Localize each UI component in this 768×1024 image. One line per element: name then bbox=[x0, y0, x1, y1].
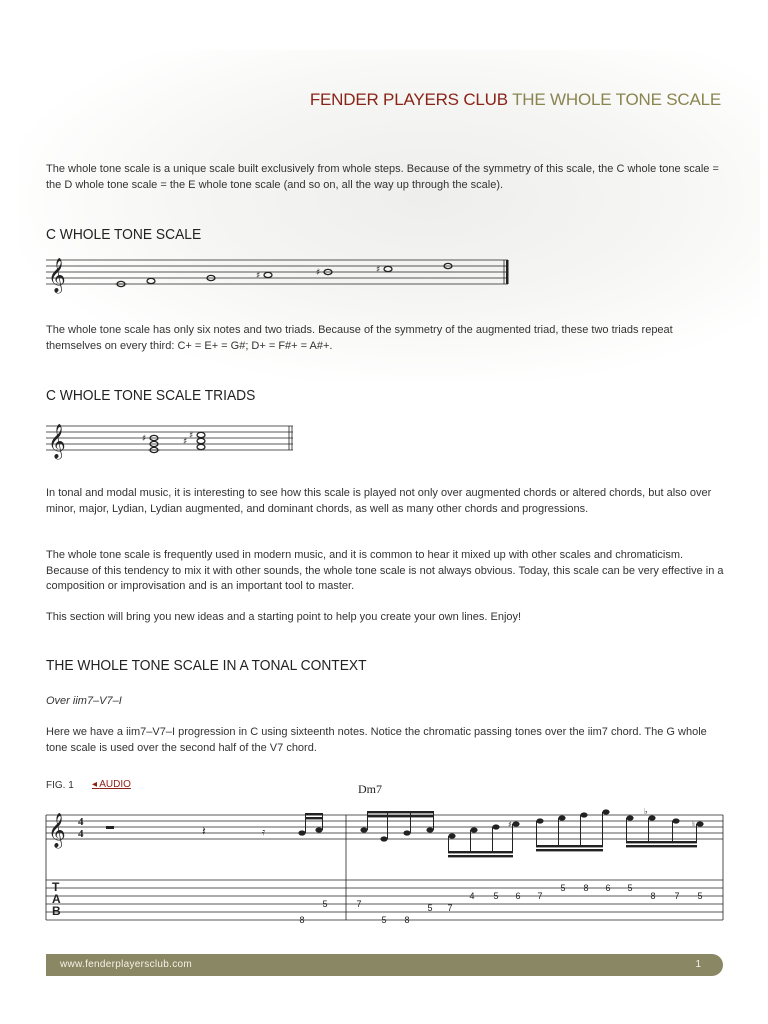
svg-text:5: 5 bbox=[427, 903, 433, 913]
triad-2-note bbox=[197, 432, 205, 437]
svg-text:𝄿: 𝄿 bbox=[262, 827, 266, 838]
chord-symbol: Dm7 bbox=[358, 782, 382, 796]
svg-text:4: 4 bbox=[78, 816, 84, 828]
svg-text:7: 7 bbox=[674, 891, 680, 901]
rests bbox=[106, 824, 265, 838]
treble-clef-icon: 𝄞 bbox=[48, 424, 66, 459]
svg-text:𝄽: 𝄽 bbox=[202, 824, 206, 838]
tab-clef bbox=[52, 880, 61, 918]
svg-text:5: 5 bbox=[322, 899, 328, 909]
page-number: 1 bbox=[695, 959, 701, 970]
triads-staff bbox=[46, 424, 296, 458]
svg-text:8: 8 bbox=[650, 891, 656, 901]
note bbox=[315, 827, 322, 832]
svg-text:5: 5 bbox=[493, 891, 499, 901]
svg-text:♭: ♭ bbox=[644, 807, 648, 816]
svg-text:♯: ♯ bbox=[316, 268, 321, 278]
svg-text:8: 8 bbox=[583, 883, 589, 893]
speaker-icon: ◂ bbox=[92, 779, 100, 790]
paragraph-3: In tonal and modal music, it is interesting to see how this scale is played not only over augmented chords or altered chords, but also over minor, major, Lydian, Lydian augmented, and dominant chords, as well as many other chords and progressions. bbox=[46, 487, 712, 515]
note bbox=[298, 830, 305, 835]
svg-text:♯: ♯ bbox=[189, 431, 194, 441]
svg-text:♯: ♯ bbox=[142, 434, 147, 444]
audio-link[interactable] bbox=[92, 779, 131, 790]
section-heading-triads: C WHOLE TONE SCALE TRIADS bbox=[46, 387, 256, 404]
paragraph-2: The whole tone scale has only six notes and two triads. Because of the symmetry of the augmented triad, these two triads repeat themselves on every third: C+ = E+ = G#; D+ = F#+ = A#+. bbox=[46, 324, 673, 352]
svg-text:4: 4 bbox=[469, 891, 475, 901]
paragraph-5: This section will bring you new ideas and a starting point to help you create your own lines. Enjoy! bbox=[46, 611, 522, 623]
svg-text:♯: ♯ bbox=[508, 820, 512, 829]
triad-2-note bbox=[197, 438, 205, 443]
treble-clef-icon: 𝄞 bbox=[48, 258, 66, 293]
note-d bbox=[147, 278, 155, 283]
svg-text:T: T bbox=[52, 880, 60, 894]
club-name: FENDER PLAYERS CLUB bbox=[309, 90, 508, 109]
svg-text:♯: ♯ bbox=[376, 265, 381, 275]
figure-label: FIG. 1 bbox=[46, 780, 74, 791]
svg-text:B: B bbox=[52, 904, 61, 918]
svg-text:7: 7 bbox=[447, 903, 453, 913]
svg-text:6: 6 bbox=[605, 883, 611, 893]
page-footer bbox=[46, 954, 723, 976]
section-heading-tonal: THE WHOLE TONE SCALE IN A TONAL CONTEXT bbox=[46, 657, 367, 674]
notation-figure bbox=[46, 803, 726, 923]
svg-text:8: 8 bbox=[299, 915, 305, 925]
note-fsharp bbox=[264, 272, 272, 277]
note-asharp bbox=[384, 266, 392, 271]
svg-text:♯: ♯ bbox=[256, 271, 261, 281]
audio-label: AUDIO bbox=[99, 779, 131, 790]
page-title: THE WHOLE TONE SCALE bbox=[512, 90, 721, 109]
svg-text:5: 5 bbox=[697, 891, 703, 901]
footer-url[interactable]: www.fenderplayersclub.com bbox=[60, 959, 192, 970]
subheading: Over iim7–V7–I bbox=[46, 695, 122, 707]
svg-text:♯: ♯ bbox=[183, 437, 188, 447]
svg-text:7: 7 bbox=[537, 891, 543, 901]
svg-text:♮: ♮ bbox=[692, 820, 695, 829]
svg-text:5: 5 bbox=[381, 915, 387, 925]
intro-paragraph: The whole tone scale is a unique scale built exclusively from whole steps. Because of the symmetry of this scale, the C whole tone scale = the D whole tone scale = the E whole tone scale (and so on, all the way up through the scale). bbox=[46, 163, 719, 191]
paragraph-4: The whole tone scale is frequently used in modern music, and it is common to hear it mixed up with other scales and chromaticism. Because of this tendency to mix it with other sounds, the whole tone scale is not always obvious. Today, this scale can be very effective in a composition or improvisation and is an important tool to master. bbox=[46, 549, 724, 592]
svg-text:6: 6 bbox=[515, 891, 521, 901]
page-header bbox=[310, 90, 721, 110]
scale-staff bbox=[46, 258, 511, 292]
svg-text:7: 7 bbox=[356, 899, 362, 909]
svg-text:5: 5 bbox=[627, 883, 633, 893]
svg-text:A: A bbox=[52, 892, 61, 906]
paragraph-6: Here we have a iim7–V7–I progression in C using sixteenth notes. Notice the chromatic passing tones over the iim7 chord. The G whole tone scale is used over the second half of the V7 chord. bbox=[46, 726, 707, 754]
time-signature bbox=[78, 816, 84, 840]
section-heading-scale: C WHOLE TONE SCALE bbox=[46, 226, 202, 243]
svg-text:5: 5 bbox=[560, 883, 566, 893]
triad-2-note bbox=[197, 444, 205, 449]
svg-text:8: 8 bbox=[404, 915, 410, 925]
svg-text:4: 4 bbox=[78, 828, 84, 840]
treble-clef-icon: 𝄞 bbox=[48, 813, 66, 848]
